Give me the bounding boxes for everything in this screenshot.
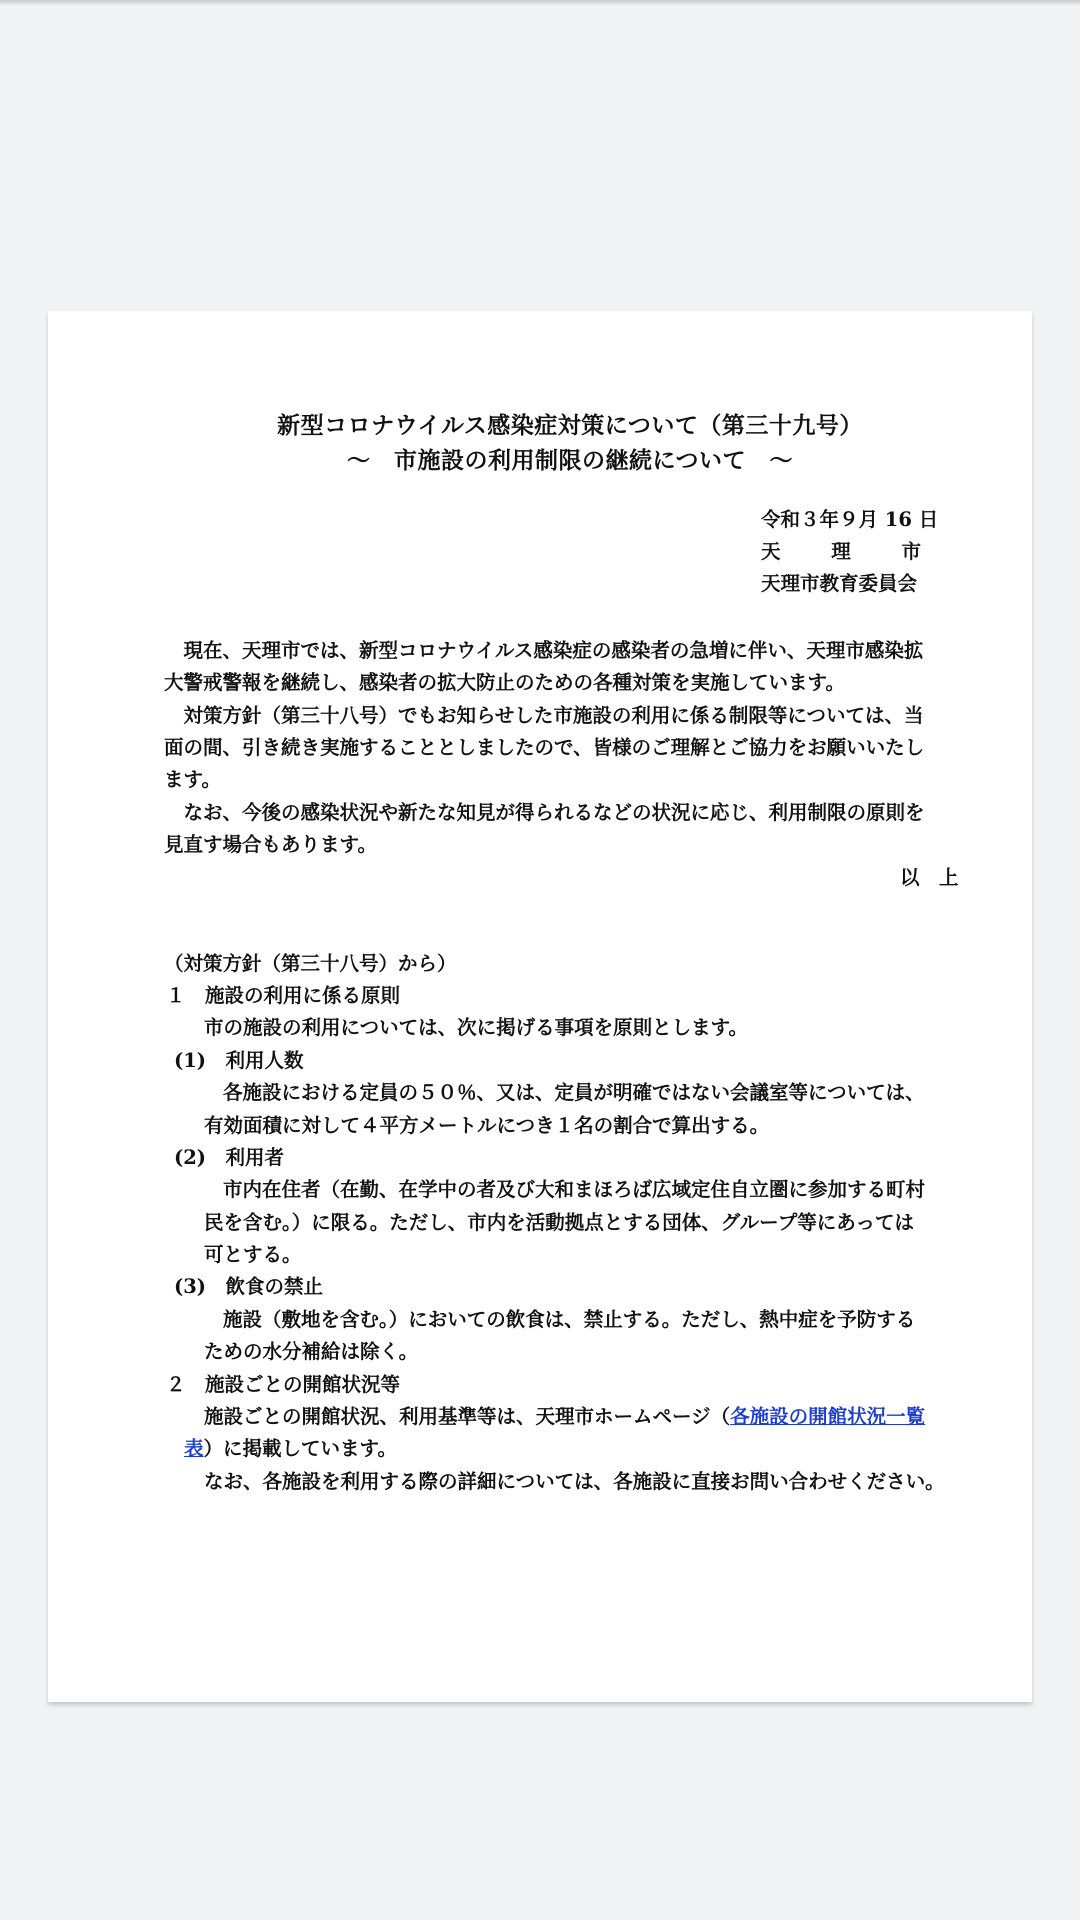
item1-text: 有効面積に対して４平方メートルにつき１名の割合で算出する。 [204, 1114, 770, 1137]
item2-text: 市内在住者（在勤、在学中の者及び大和まほろば広域定住自立圏に参加する町村 [223, 1178, 926, 1201]
item1-text: 各施設における定員の５０％、又は、定員が明確ではない会議室等については、 [223, 1081, 925, 1104]
document-subtitle: ～ 市施設の利用制限の継続について ～ [346, 447, 794, 474]
document-page[interactable] [48, 311, 1032, 1702]
body-line: 見直す場合もあります。 [164, 833, 377, 856]
top-shadow [0, 0, 1080, 6]
section1-heading: １ 施設の利用に係る原則 [166, 984, 401, 1007]
issuer-city-char: 市 [901, 540, 921, 563]
issuer-city-char: 理 [831, 540, 873, 563]
issuer-board: 天理市教育委員会 [761, 572, 918, 595]
issuer-city [761, 540, 921, 564]
body-line: ます。 [164, 768, 221, 791]
closing-mark: 以 上 [900, 866, 959, 889]
section2-text [204, 1405, 925, 1429]
item2-text: 民を含む。）に限る。ただし、市内を活動拠点とする団体、グループ等にあっては [204, 1211, 914, 1234]
item2-text: 可とする。 [204, 1243, 302, 1266]
item2-heading: (2) 利用者 [174, 1146, 285, 1169]
body-line: 面の間、引き続き実施することとしましたので、皆様のご理解とご協力をお願いいたし [164, 736, 925, 759]
issue-date: 令和３年９月 16 日 [761, 508, 939, 531]
facility-status-link[interactable]: 各施設の開館状況一覧 [730, 1405, 926, 1428]
section2-text-pre: 施設ごとの開館状況、利用基準等は、天理市ホームページ（ [204, 1405, 731, 1428]
body-line: 対策方針（第三十八号）でもお知らせした市施設の利用に係る制限等については、当 [164, 704, 924, 727]
section1-intro: 市の施設の利用については、次に掲げる事項を原則とします。 [204, 1016, 749, 1039]
body-line: 現在、天理市では、新型コロナウイルス感染症の感染者の急増に伴い、天理市感染拡 [164, 639, 924, 662]
item3-text: 施設（敷地を含む。）においての飲食は、禁止する。ただし、熱中症を予防する [223, 1308, 916, 1331]
document-title: 新型コロナウイルス感染症対策について（第三十九号） [277, 412, 863, 439]
facility-status-link-continued[interactable]: 表 [184, 1437, 204, 1460]
section2-heading: ２ 施設ごとの開館状況等 [166, 1373, 401, 1396]
issuer-city-char: 天 [761, 540, 803, 563]
item3-heading: (3) 飲食の禁止 [174, 1275, 324, 1298]
section2-text-post: ）に掲載しています。 [203, 1437, 397, 1460]
section-intro: （対策方針（第三十八号）から） [164, 952, 457, 975]
item1-heading: (1) 利用人数 [174, 1049, 304, 1072]
body-line: なお、今後の感染状況や新たな知見が得られるなどの状況に応じ、利用制限の原則を [164, 801, 925, 824]
body-line: 大警戒警報を継続し、感染者の拡大防止のための各種対策を実施しています。 [164, 671, 845, 694]
section2-text: なお、各施設を利用する際の詳細については、各施設に直接お問い合わせください。 [204, 1470, 945, 1493]
section2-text [184, 1437, 397, 1461]
item3-text: ための水分補給は除く。 [204, 1340, 419, 1363]
